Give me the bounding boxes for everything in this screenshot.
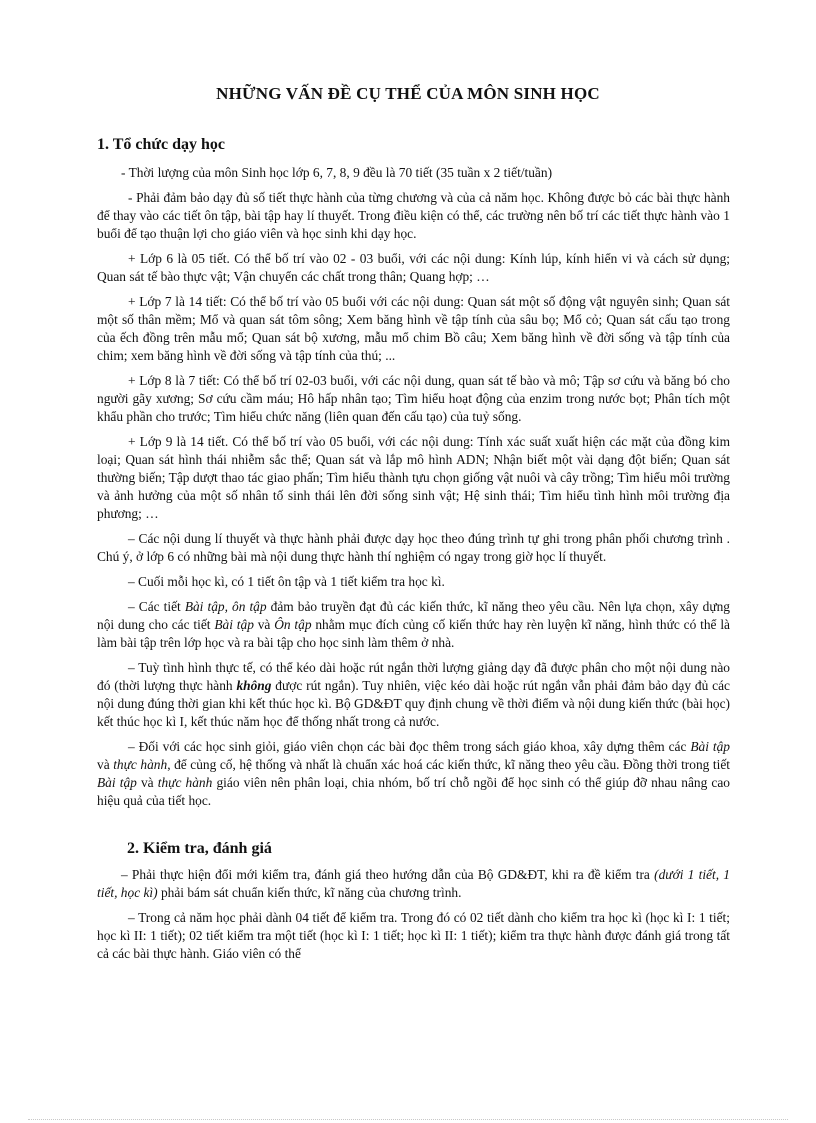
text-run: và <box>136 775 158 790</box>
text-run: đảm bảo truyền đạt đủ các kiến thức, kĩ năng theo yêu cầu. Nên lựa chọn, xây dựng nội dung cho các tiết <box>97 599 730 632</box>
italic-text: Bài tập <box>97 775 137 790</box>
text-run: và <box>253 617 275 632</box>
paragraph <box>97 598 730 652</box>
italic-text: Ôn tập <box>274 617 312 632</box>
page-title: NHỮNG VẤN ĐỀ CỤ THỂ CỦA MÔN SINH HỌC <box>216 84 600 103</box>
section-heading-1: 1. Tổ chức dạy học <box>97 136 225 153</box>
text-run: – Đối với các học sinh giỏi, giáo viên chọn các bài đọc thêm trong sách giáo khoa, xây dựng thêm các <box>128 739 691 754</box>
italic-text: Bài tập <box>690 739 730 754</box>
text-run: – Các tiết <box>128 599 185 614</box>
paragraph: + Lớp 6 là 05 tiết. Có thể bố trí vào 02 - 03 buổi, với các nội dung: Kính lúp, kính hiển vi và cách sử dụng; Quan sát tế bào thực vật; Vận chuyển các chất trong thân; Quang hợp; … <box>97 251 730 284</box>
text-run: nhằm mục đích củng cố kiến thức hay rèn luyện kĩ năng, hình thức có thể là làm bài tập trên lớp học và ra bài tập cho học sinh làm thêm ở nhà. <box>97 617 730 650</box>
paragraph: + Lớp 7 là 14 tiết: Có thể bố trí vào 05 buổi với các nội dung: Quan sát một số động vật nguyên sinh; Quan sát một số thân mềm; Mổ và quan sát tôm sông; Xem băng hình về tập tính của sâu bọ; Mổ cỏ; Quan sát cấu tạo trong của ếch đồng trên mẫu mổ; Quan sát bộ xương, mẫu mổ chim Bồ câu; Xem băng hình về đời sống và tập tính của chim; xem băng hình về đời sống và tập tính của thú; ... <box>97 294 730 363</box>
paragraph: – Cuối mỗi học kì, có 1 tiết ôn tập và 1 tiết kiểm tra học kì. <box>128 574 445 589</box>
text-run: phải bám sát chuẩn kiến thức, kĩ năng của chương trình. <box>157 885 462 900</box>
paragraph: - Phải đảm bảo dạy đủ số tiết thực hành của từng chương và của cả năm học. Không được bỏ các bài thực hành để thay vào các tiết ôn tập, bài tập hay lí thuyết. Trong điều kiện có thể, các trường nên bố trí các tiết thực hành vào 1 buổi để tạo thuận lợi cho giáo viên và học sinh khi dạy học. <box>97 190 730 241</box>
text-run: giáo viên nên phân loại, chia nhóm, bố trí chỗ ngồi để học sinh có thể giúp đỡ nhau nâng cao hiệu quả của tiết học. <box>97 775 730 808</box>
paragraph <box>97 738 730 810</box>
paragraph <box>97 659 730 731</box>
section-heading-2: 2. Kiểm tra, đánh giá <box>127 840 272 857</box>
text-run: và <box>97 757 114 772</box>
text-run: , để củng cố, hệ thống và nhất là chuẩn xác hoá các kiến thức, kĩ năng theo yêu cầu. Đồng thời trong tiết <box>167 757 730 772</box>
text-run: – Phải thực hiện đổi mới kiểm tra, đánh giá theo hướng dẫn của Bộ GD&ĐT, khi ra đề kiểm tra <box>121 867 655 882</box>
bold-italic-text: không <box>236 678 272 693</box>
italic-text: thực hành <box>157 775 213 790</box>
paragraph: + Lớp 8 là 7 tiết: Có thể bố trí 02-03 buổi, với các nội dung, quan sát tế bào và mô; Tập sơ cứu và băng bó cho người gãy xương; Sơ cứu cầm máu; Hô hấp nhân tạo; Tìm hiểu hoạt động của enzim trong nước bọt; Phân tích một khẩu phần cho trước; Tìm hiểu chức năng (liên quan đến cấu tạo) của tuỷ sống. <box>97 373 730 424</box>
paragraph: – Trong cả năm học phải dành 04 tiết để kiểm tra. Trong đó có 02 tiết dành cho kiểm tra học kì (học kì I: 1 tiết; học kì II: 1 tiết); 02 tiết kiểm tra một tiết (học kì I: 1 tiết; học kì II: 1 tiết); kiểm tra thực hành được đánh giá trong tất cả các bài thực hành. Giáo viên có thể <box>97 910 730 961</box>
text-run: – Tuỳ tình hình thực tế, có thể kéo dài hoặc rút ngắn thời lượng giảng dạy đã được phân cho một nội dung nào đó (thời lượng thực hành <box>97 660 730 693</box>
page-bottom-divider <box>28 1119 788 1120</box>
paragraph <box>97 866 730 902</box>
document-body <box>97 136 730 970</box>
italic-text: Bài tập <box>214 617 254 632</box>
italic-text: Bài tập, ôn tập <box>184 599 267 614</box>
text-run: được rút ngắn). Tuy nhiên, việc kéo dài hoặc rút ngắn vẫn phải đảm bảo dạy đủ các nội dung đúng thời gian khi kết thúc học kì. Bộ GD&ĐT quy định chung về thời điểm và nội dung kiến thức (bài học) kết thúc học kì I, kết thúc năm học để thống nhất trong cả nước. <box>97 678 730 729</box>
paragraph: - Thời lượng của môn Sinh học lớp 6, 7, 8, 9 đều là 70 tiết (35 tuần x 2 tiết/tuần) <box>121 165 553 180</box>
paragraph: + Lớp 9 là 14 tiết. Có thể bố trí vào 05 buổi, với các nội dung: Tính xác suất xuất hiện các mặt của đồng kim loại; Quan sát hình thái nhiễm sắc thể; Quan sát và lắp mô hình ADN; Nhận biết một vài dạng đột biến; Quan sát thường biến; Tập dượt thao tác giao phấn; Tìm hiểu thành tựu chọn giống vật nuôi và cây trồng; Tìm hiểu môi trường và ảnh hưởng của một số nhân tố sinh thái lên đời sống sinh vật; Hệ sinh thái; Tìm hiểu tình hình môi trường địa phương; … <box>97 434 730 521</box>
italic-text: (dưới 1 tiết, 1 tiết, học kì) <box>97 867 730 900</box>
italic-text: thực hành <box>113 757 168 772</box>
paragraph: – Các nội dung lí thuyết và thực hành phải được dạy học theo đúng trình tự ghi trong phân phối chương trình . Chú ý, ở lớp 6 có những bài mà nội dung thực hành thí nghiệm có ngay trong giờ học lí thuyết. <box>97 531 730 564</box>
